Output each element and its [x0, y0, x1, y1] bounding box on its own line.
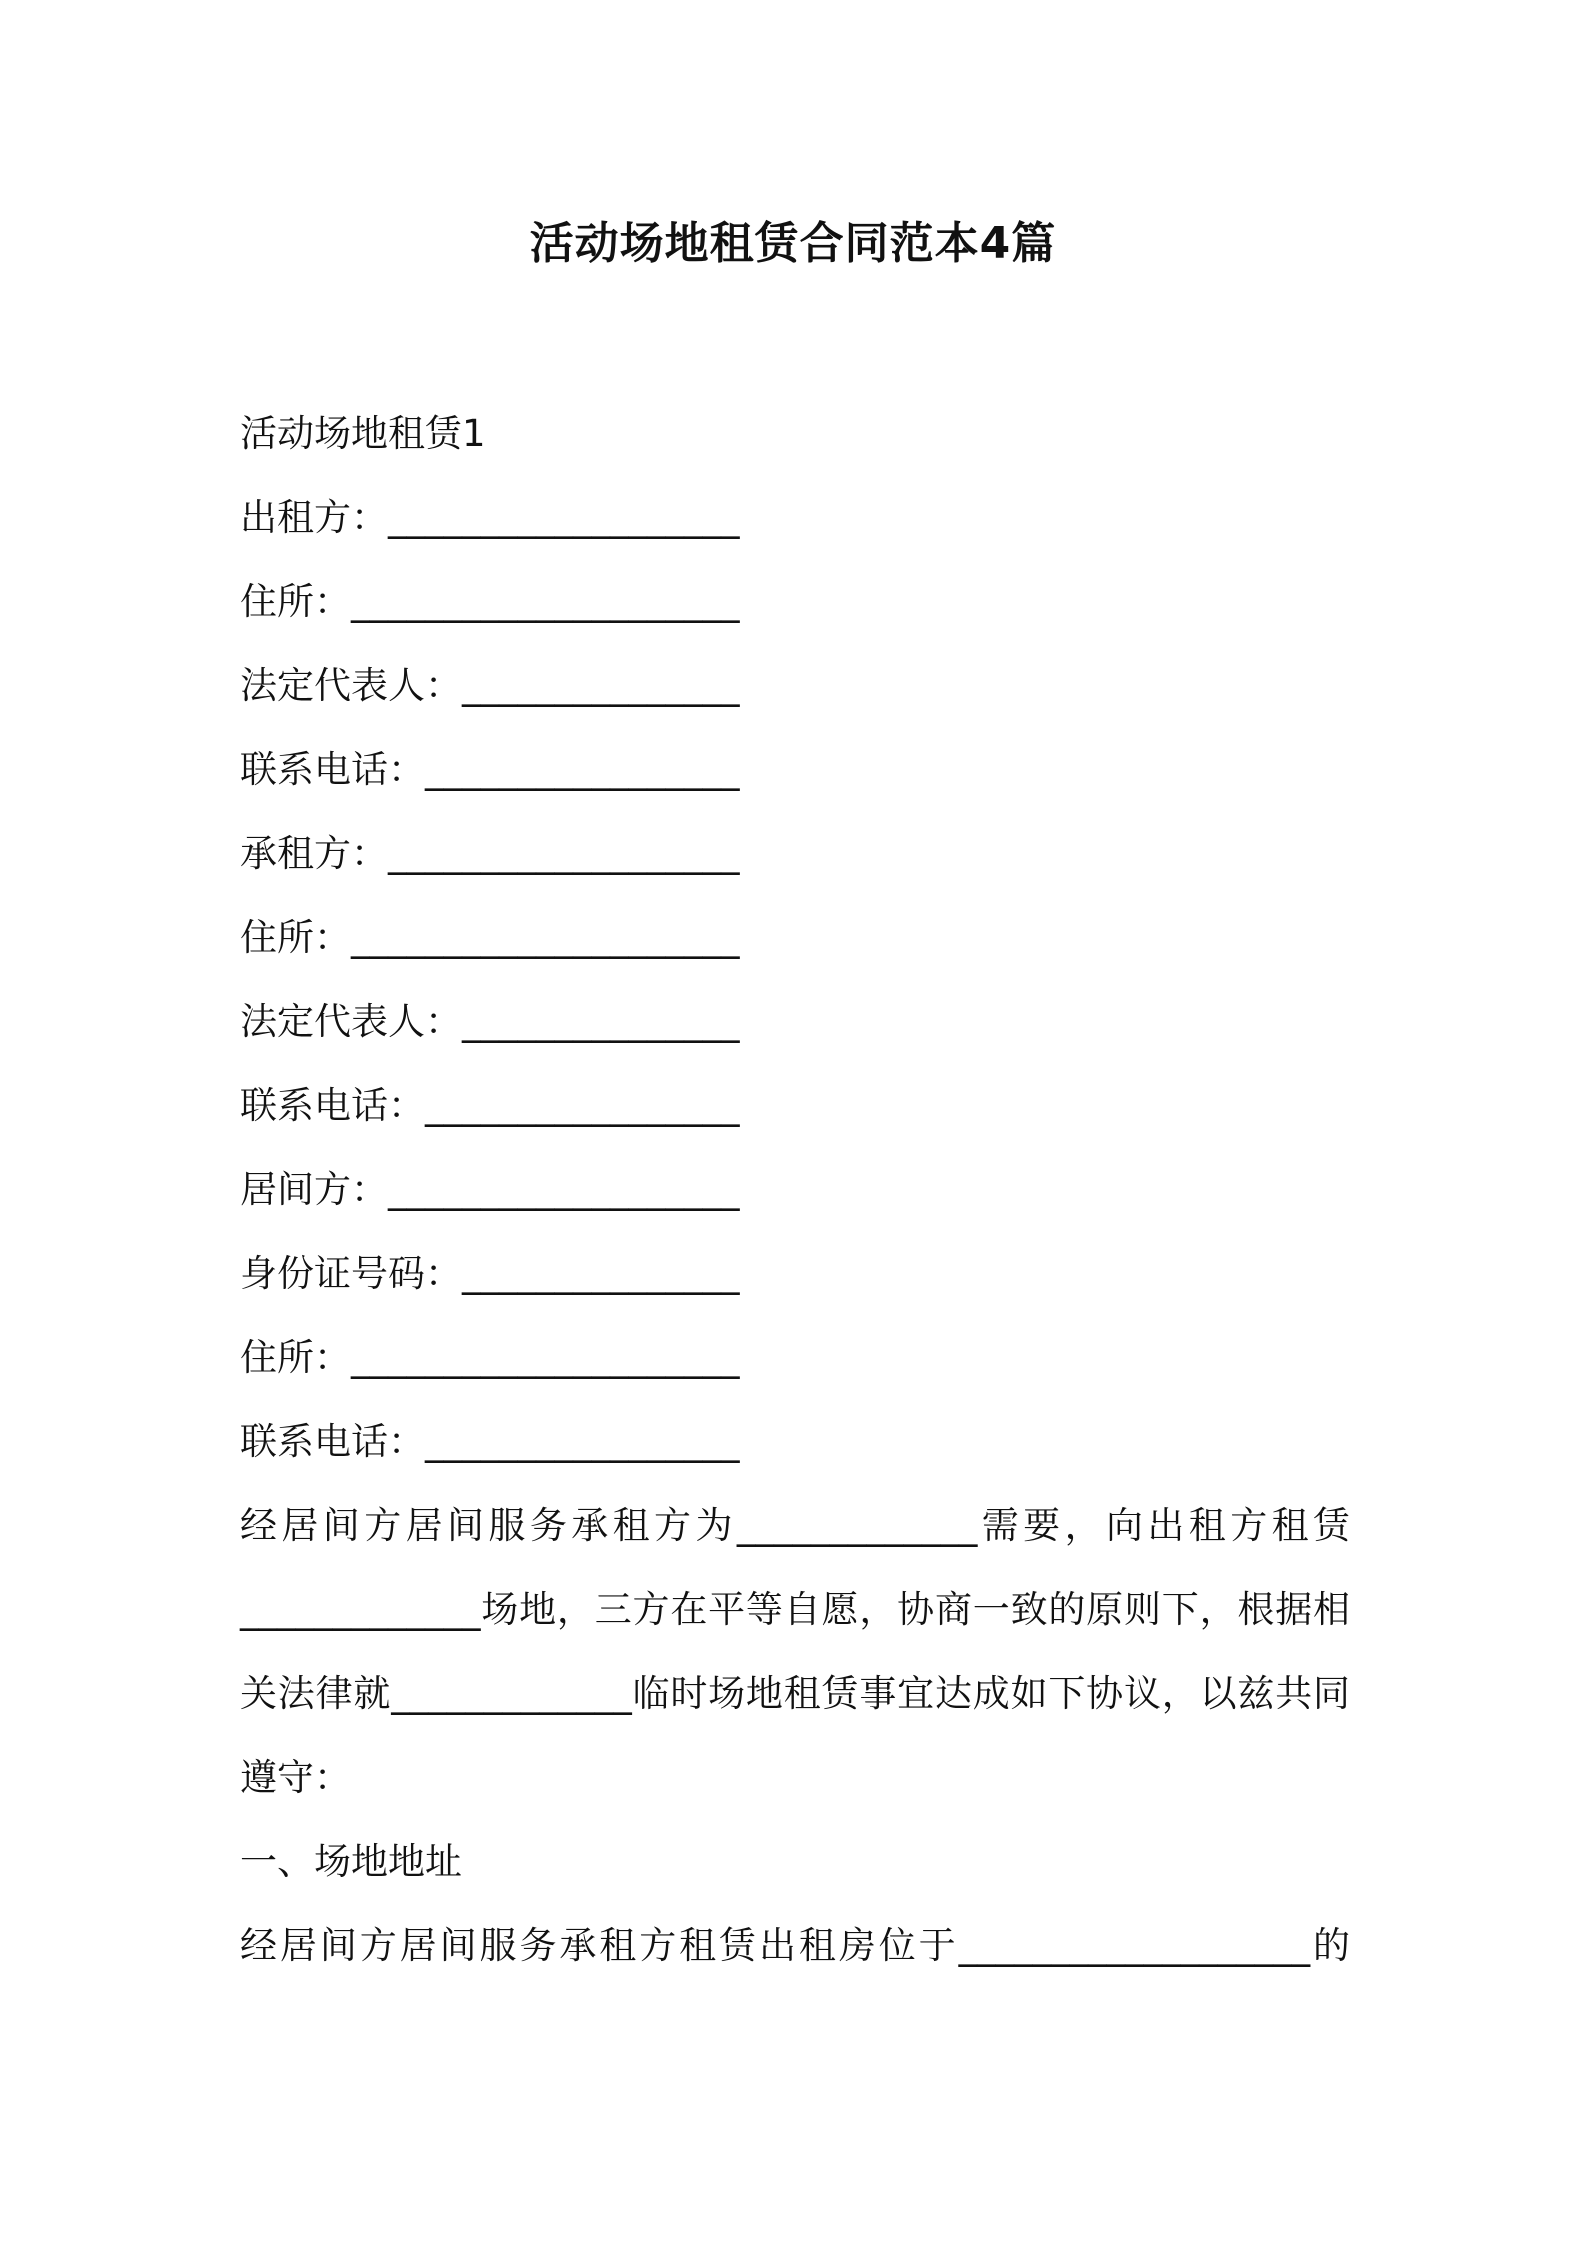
field-label: 居间方： [240, 1168, 388, 1211]
field-lessor-legal-rep [240, 656, 1350, 740]
field-label: 联系电话： [240, 748, 425, 791]
field-blank: ___________________ [388, 1168, 740, 1211]
field-label: 住所： [240, 916, 351, 959]
intro-paragraph-line-1 [240, 1496, 1350, 1580]
field-blank: _____________________ [351, 916, 740, 959]
field-blank: _______________ [462, 664, 740, 707]
document-title: 活动场地租赁合同范本4篇 [529, 218, 1057, 269]
field-blank: _________________ [425, 1420, 740, 1463]
field-label: 住所： [240, 580, 351, 623]
intro-text: 需要，向出租方租赁 [977, 1504, 1351, 1547]
field-lessee-legal-rep [240, 992, 1350, 1076]
field-label: 身份证号码： [240, 1252, 462, 1295]
section-title: 活动场地租赁1 [240, 412, 486, 455]
intro-paragraph-line-3 [240, 1664, 1350, 1748]
intro-blank: _____________ [391, 1672, 632, 1715]
clause-text: 经居间方居间服务承租方租赁出租房位于 [240, 1924, 959, 1967]
field-blank: _________________ [425, 748, 740, 791]
intro-paragraph-line-4: 遵守： [240, 1756, 351, 1799]
field-label: 承租方： [240, 832, 388, 875]
field-intermediary-id [240, 1244, 1350, 1328]
field-label: 联系电话： [240, 1084, 425, 1127]
intro-blank: _____________ [240, 1588, 481, 1631]
intro-text: 经居间方居间服务承租方为 [240, 1504, 737, 1547]
field-lessor [240, 488, 1350, 572]
field-blank: ___________________ [388, 832, 740, 875]
intro-text: 关法律就 [240, 1672, 392, 1715]
field-label: 法定代表人： [240, 664, 462, 707]
field-lessee-phone [240, 1076, 1350, 1160]
field-intermediary [240, 1160, 1350, 1244]
field-blank: ___________________ [388, 496, 740, 539]
clause-1-text [240, 1916, 1350, 2000]
field-lessor-address [240, 572, 1350, 656]
clause-text: 的 [1310, 1924, 1350, 1967]
field-lessee-address [240, 908, 1350, 992]
intro-text: 临时场地租赁事宜达成如下协议，以兹共同 [631, 1672, 1351, 1715]
intro-paragraph-line-2 [240, 1580, 1350, 1664]
field-label: 联系电话： [240, 1420, 425, 1463]
intro-text: 场地，三方在平等自愿，协商一致的原则下，根据相 [480, 1588, 1350, 1631]
clause-1-heading: 一、场地地址 [240, 1840, 462, 1883]
intro-blank: _____________ [736, 1504, 978, 1547]
field-blank: _____________________ [351, 580, 740, 623]
field-blank: _______________ [462, 1000, 740, 1043]
field-lessee [240, 824, 1350, 908]
document-body [240, 404, 1350, 2000]
field-lessor-phone [240, 740, 1350, 824]
field-blank: _____________________ [351, 1336, 740, 1379]
clause-blank: ___________________ [958, 1924, 1311, 1967]
field-label: 法定代表人： [240, 1000, 462, 1043]
field-intermediary-address [240, 1328, 1350, 1412]
field-blank: _______________ [462, 1252, 740, 1295]
field-blank: _________________ [425, 1084, 740, 1127]
field-label: 出租方： [240, 496, 388, 539]
field-label: 住所： [240, 1336, 351, 1379]
field-intermediary-phone [240, 1412, 1350, 1496]
